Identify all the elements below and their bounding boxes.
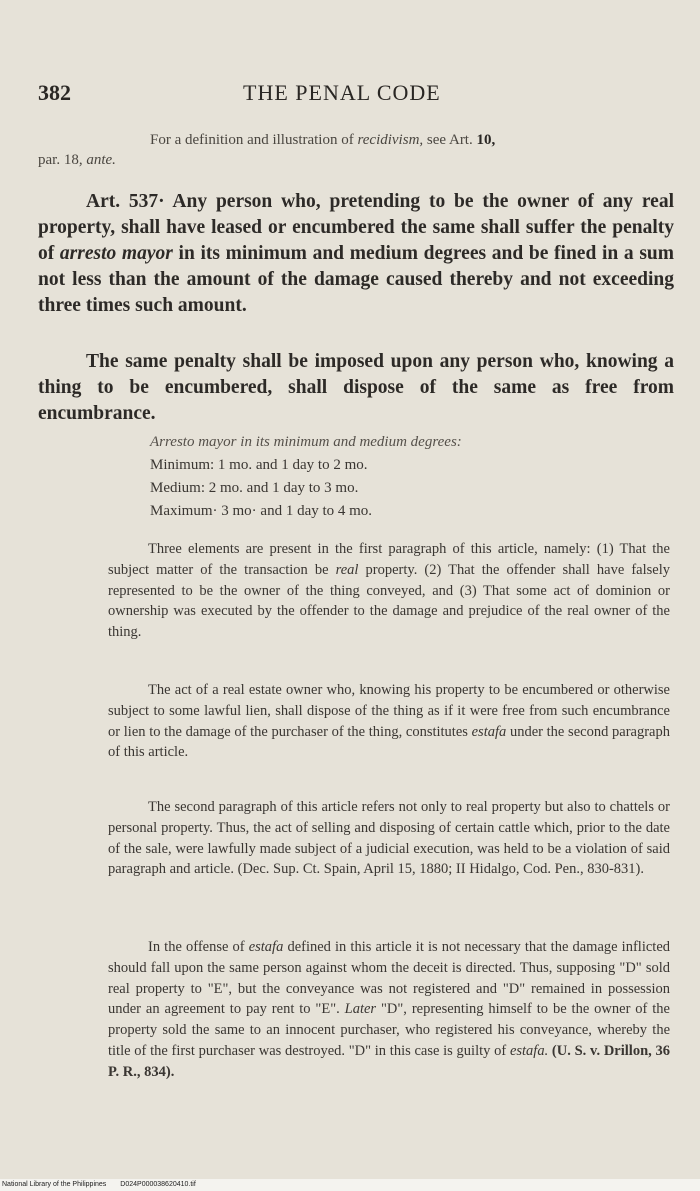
c4-mid: defined in this article it is not necessary that the damage inflicted should fall upon the same person against whom the deceit is directed. Thus, supposing "D" sold real property to "E", but the conveyance was not registered and "D" remained in possession under an agreement to pay rent to "E". [108, 939, 670, 1018]
footer-library: National Library of the Philippines [2, 1181, 107, 1188]
penalty-term: arresto mayor [59, 243, 173, 264]
c1-before: Three elements are present in the first paragraph of this article, namely: (1) That the subject matter of the transaction be [108, 541, 670, 578]
c3-text: The second paragraph of this article refers not only to real property but also to chattels or personal property. Thus, the act of selling and disposing of certain cattle which, prior to the date of the sale, were lawfully made subject of a judicial execution, was held to be a violation of said paragraph and article. (Dec. Sup. Ct. Spain, April 15, 1880; II Hidalgo, Cod. Pen., 830-831). [108, 799, 670, 878]
c4-mid2: "D", representing himself to be the owner of the property sold the same to an innocent purchaser, who registered his conveyance, whereby the title of the first purchaser was destroyed. "D" in this case is guilty of [108, 1001, 670, 1059]
article-paragraph-1 [38, 189, 674, 319]
article-paragraph-2-text: The same penalty shall be imposed upon any person who, knowing a thing to be encumbered, shall dispose of the same as free from encumbrance. [38, 351, 674, 424]
scan-footer [0, 1179, 700, 1191]
c1-after: property. (2) That the offender shall have falsely represented to be the owner of the thing conveyed, and (3) That some act of dominion or ownership was executed by the offender to the damage and prejudice of the real owner of the thing. [108, 561, 670, 641]
commentary-paragraph-2 [108, 680, 670, 763]
crossref-ante: ante. [86, 152, 116, 168]
page-header [38, 80, 678, 108]
penalty-minimum: Minimum: 1 mo. and 1 day to 2 mo. [150, 457, 368, 473]
penalty-caption: Arresto mayor in its minimum and medium degrees: [150, 434, 462, 450]
running-title: THE PENAL CODE [243, 80, 441, 105]
penalty-table [150, 431, 670, 523]
c2-after: under the second paragraph of this article. [108, 723, 670, 761]
commentary-paragraph-1 [108, 539, 670, 643]
c1-real: real [335, 561, 359, 578]
crossref-text: For a definition and illustration of [150, 132, 358, 148]
c4-before: In the offense of [148, 939, 249, 955]
footer-code: D024P000038620410.tif [120, 1181, 196, 1188]
c4-later: Later [344, 1001, 377, 1018]
page-number: 382 [38, 80, 71, 105]
article-text-before: Any person who, pretending to be the owner of any real property, shall have leased or encumbered the same shall suffer the penalty of [38, 191, 675, 264]
article-text-after: in its minimum and medium degrees and be fined in a sum not less than the amount of the damage caused thereby and not exceeding three times such amount. [38, 243, 675, 316]
crossref-art-number: 10, [476, 132, 496, 148]
c4-citation: (U. S. v. Drillon, 36 P. R., 834). [108, 1042, 670, 1080]
article-paragraph-2 [38, 349, 674, 427]
article-number: Art. 537· [86, 191, 165, 212]
crossref-see: see Art. [423, 132, 477, 148]
commentary-paragraph-4 [108, 937, 670, 1083]
penalty-medium: Medium: 2 mo. and 1 day to 3 mo. [150, 480, 359, 496]
penalty-maximum: Maximum· 3 mo· and 1 day to 4 mo. [150, 503, 373, 519]
c4-estafa: estafa [248, 939, 284, 955]
commentary-paragraph-3 [108, 797, 670, 880]
crossref-par: par. 18, [38, 152, 87, 168]
c4-estafa2: estafa. [509, 1042, 549, 1059]
cross-reference-note [38, 130, 678, 170]
c2-estafa: estafa [471, 723, 507, 740]
c2-before: The act of a real estate owner who, knowing his property to be encumbered or otherwise subject to some lawful lien, shall dispose of the thing as if it were free from such encumbrance or lien to the damage of the purchaser of the thing, constitutes [108, 682, 670, 740]
crossref-term: recidivism, [357, 132, 424, 148]
